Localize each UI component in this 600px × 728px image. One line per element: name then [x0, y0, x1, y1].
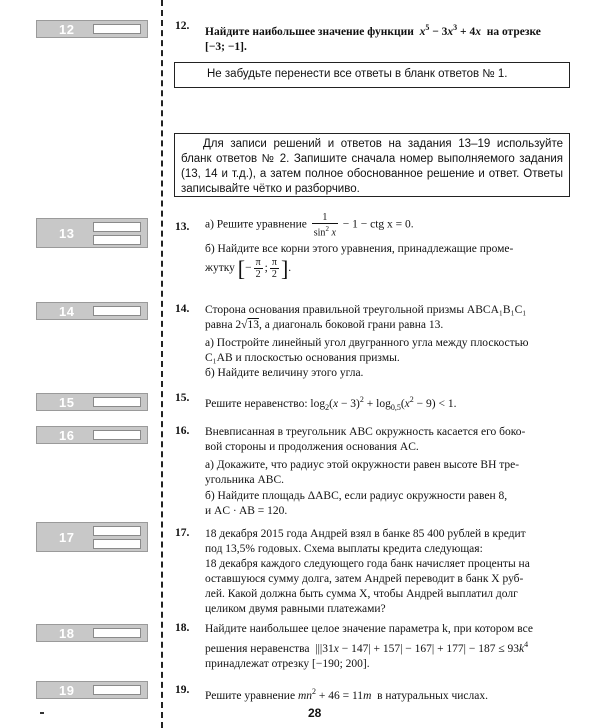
answer-field[interactable]	[93, 306, 141, 316]
answer-field[interactable]	[93, 397, 141, 407]
q19-text: Решите уравнение $mn^2 + 46 = 11m$ в натуральных числах.	[205, 687, 488, 702]
answer-field[interactable]	[93, 24, 141, 34]
answer-box-17[interactable]	[36, 522, 148, 552]
answer-field[interactable]	[93, 685, 141, 695]
box-label: 14	[59, 304, 75, 319]
q12-number: 12.	[175, 20, 190, 32]
answer-box-19[interactable]	[36, 681, 148, 699]
box-label: 19	[59, 683, 75, 698]
q13-part-a: а) Решите уравнение $\frac{1}{\sin^2 x}$ − 1 − ctg x = 0.	[205, 212, 414, 239]
box-label: 18	[59, 626, 75, 641]
q18-number: 18.	[175, 622, 190, 634]
q14-number: 14.	[175, 303, 190, 315]
q13-part-b: б) Найдите все корни этого уравнения, принадлежащие проме- жутку [− $\frac{\pi}{2}$ ; $\frac{\pi}{2}$ ].	[205, 243, 514, 281]
box-label: 12	[59, 22, 75, 37]
answer-field[interactable]	[93, 222, 141, 232]
box-label: 17	[59, 530, 75, 545]
box-label: 16	[59, 428, 75, 443]
answer-field[interactable]	[93, 628, 141, 638]
q15-number: 15.	[175, 392, 190, 404]
q17-number: 17.	[175, 527, 190, 539]
answer-box-16[interactable]	[36, 426, 148, 444]
q14-parts: а) Постройте линейный угол двугранного угла между плоскостью C₁AB и плоскостью основания призмы. б) Найдите величину этого угла.	[205, 337, 529, 379]
answer-box-15[interactable]	[36, 393, 148, 411]
answer-box-14[interactable]	[36, 302, 148, 320]
answer-box-13[interactable]	[36, 218, 148, 248]
q16-number: 16.	[175, 425, 190, 437]
q14-text: Сторона основания правильной треугольной призмы ABCA₁B₁C₁ равна 2√13, а диагональ боковой грани равна 13.	[205, 304, 527, 331]
cut-line	[161, 0, 163, 728]
box-label: 15	[59, 395, 75, 410]
answer-box-12[interactable]	[36, 20, 148, 38]
answer-field[interactable]	[93, 539, 141, 549]
q17-text: 18 декабря 2015 года Андрей взял в банке 85 400 рублей в кредит под 13,5% годовых. Схема выплаты кредита следующая: 18 декабря каждого следующего года банк начисляет проценты на оставшуюся сумму долга, затем Андрей переводит в банк X руб- лей. Какой должна быть сумма X, чтобы Андрей выплатил долг целиком двумя равными платежами?	[205, 528, 530, 615]
q19-number: 19.	[175, 684, 190, 696]
q12-text: Найдите наибольшее значение функции $x^5 - 3x^3 + 4x$ на отрезке [−3; −1].	[205, 23, 541, 53]
page-number: 28	[308, 706, 322, 720]
answer-field[interactable]	[93, 235, 141, 245]
answer-field[interactable]	[93, 430, 141, 440]
q13-number: 13.	[175, 221, 190, 233]
q16-part-a: а) Докажите, что радиус этой окружности равен высоте BH тре- угольника ABC.	[205, 459, 520, 486]
margin-mark	[40, 712, 44, 714]
q15-text: Решите неравенство: $\log_2(x - 3)^2 + \log_{0,5}(x^2 - 9) < 1$.	[205, 395, 457, 413]
answer-field[interactable]	[93, 526, 141, 536]
notice-answer-sheet-2: Для записи решений и ответов на задания 13–19 используйте бланк ответов № 2. Запишите сначала номер выполняемого задания (13, 14 и т.д.), а затем полное обоснованное решение и ответ. Ответы записывайте чётко и разборчиво.	[174, 133, 570, 197]
q16-part-b: б) Найдите площадь ΔABC, если радиус окружности равен 8, и AC · AB = 120.	[205, 490, 508, 517]
q16-text: Вневписанная в треугольник ABC окружность касается его боко- вой стороны и продолжения основания AC.	[205, 426, 526, 453]
q18-text: Найдите наибольшее целое значение параметра k, при котором все решения неравенства $|||31x - 147| + 157| - 167| + 177| - 187 \le 93k^4$ принадлежат отрезку [−190; 200].	[205, 623, 533, 670]
notice-answer-sheet-1: Не забудьте перенести все ответы в бланк ответов № 1.	[174, 62, 570, 88]
answer-box-18[interactable]	[36, 624, 148, 642]
box-label: 13	[59, 226, 75, 241]
